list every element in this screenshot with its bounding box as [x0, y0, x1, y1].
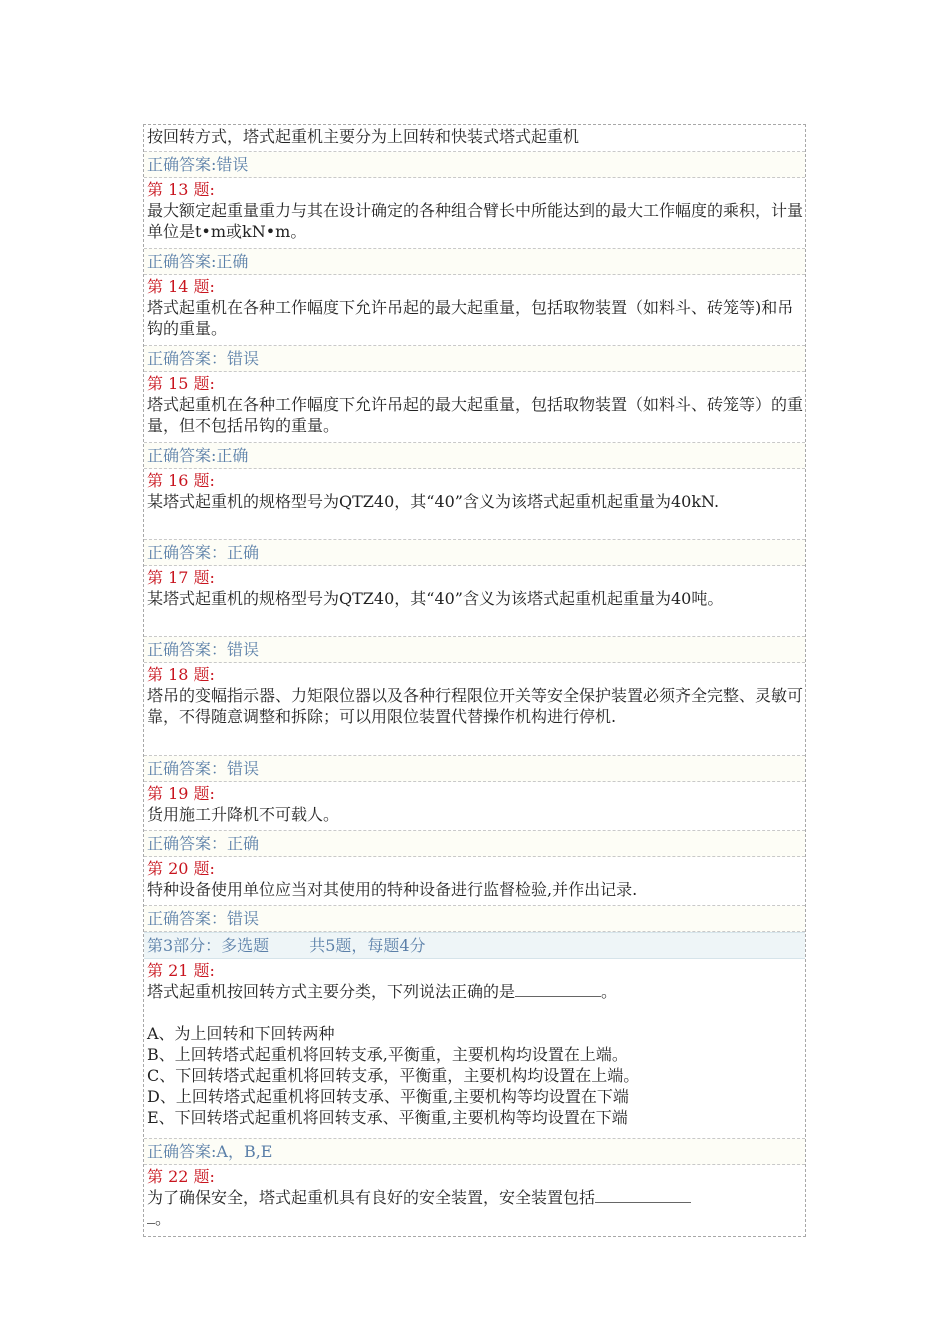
question-text: 某塔式起重机的规格型号为QTZ40，其“40”含义为该塔式起重机起重量为40吨。	[147, 589, 724, 608]
question-text-main: 为了确保安全，塔式起重机具有良好的安全装置，安全装置包括	[147, 1188, 596, 1207]
question-text: 特种设备使用单位应当对其使用的特种设备进行监督检验,并作出记录.	[147, 880, 638, 899]
question-title: 第 15 题:	[147, 374, 215, 393]
question-title: 第 22 题:	[147, 1167, 215, 1186]
question-title: 第 17 题:	[147, 568, 215, 587]
section-meta: 共5题，每题4分	[309, 936, 426, 955]
section-header	[144, 932, 805, 959]
question-text: 货用施工升降机不可载人。	[147, 805, 340, 824]
question-text: 塔吊的变幅指示器、力矩限位器以及各种行程限位开关等安全保护装置必须齐全完整、灵敏可靠，不得随意调整和拆除；可以用限位装置代替操作机构进行停机.	[147, 686, 804, 726]
question-text: 塔式起重机在各种工作幅度下允许吊起的最大起重量，包括取物装置（如料斗、砖笼等)和吊钩的重量。	[147, 298, 794, 338]
question-18	[144, 663, 805, 756]
answer-row: 正确答案：正确	[144, 831, 805, 857]
answer-row: 正确答案：错误	[144, 346, 805, 372]
question-title: 第 13 题:	[147, 180, 215, 199]
answer-row: 正确答案：正确	[144, 540, 805, 566]
answer-row: 正确答案:正确	[144, 443, 805, 469]
option-b: B、上回转塔式起重机将回转支承,平衡重，主要机构均设置在上端。	[147, 1045, 628, 1064]
question-15	[144, 372, 805, 443]
answer-row: 正确答案：错误	[144, 756, 805, 782]
question-20	[144, 857, 805, 906]
question-19	[144, 782, 805, 831]
question-title: 第 16 题:	[147, 471, 215, 490]
answer-blank	[595, 1187, 691, 1203]
question-text	[147, 981, 805, 1002]
question-text-end: 。	[601, 982, 618, 1001]
question-title: 第 19 题:	[147, 784, 215, 803]
question-16	[144, 469, 805, 540]
question-22	[144, 1165, 805, 1237]
intro-question	[144, 125, 805, 152]
question-title: 第 20 题:	[147, 859, 215, 878]
answer-row: 正确答案:正确	[144, 249, 805, 275]
question-13	[144, 178, 805, 249]
question-title: 第 21 题:	[147, 961, 215, 980]
answer-row: 正确答案:错误	[144, 152, 805, 178]
answer-row: 正确答案：错误	[144, 637, 805, 663]
option-e: E、下回转塔式起重机将回转支承、平衡重,主要机构等均设置在下端	[147, 1108, 628, 1127]
question-14	[144, 275, 805, 346]
options-list	[147, 1023, 805, 1128]
question-text-main: 塔式起重机按回转方式主要分类，下列说法正确的是	[147, 982, 516, 1001]
question-21	[144, 959, 805, 1139]
question-title: 第 14 题:	[147, 277, 215, 296]
question-text: 最大额定起重量重力与其在设计确定的各种组合臂长中所能达到的最大工作幅度的乘积，计量单位是t•m或kN•m。	[147, 201, 804, 241]
question-sheet	[143, 124, 806, 1237]
question-text: 按回转方式，塔式起重机主要分为上回转和快装式塔式起重机	[147, 127, 580, 146]
question-17	[144, 566, 805, 637]
section-label: 第3部分：多选题	[147, 936, 270, 955]
answer-row: 正确答案：错误	[144, 906, 805, 932]
answer-blank	[515, 981, 601, 997]
answer-row: 正确答案:A，B,E	[144, 1139, 805, 1165]
question-text: 某塔式起重机的规格型号为QTZ40，其“40”含义为该塔式起重机起重量为40kN.	[147, 492, 720, 511]
option-d: D、上回转塔式起重机将回转支承、平衡重,主要机构等均设置在下端	[147, 1087, 629, 1106]
question-text	[147, 1187, 805, 1229]
option-c: C、下回转塔式起重机将回转支承，平衡重，主要机构均设置在上端。	[147, 1066, 640, 1085]
question-title: 第 18 题:	[147, 665, 215, 684]
question-text: 塔式起重机在各种工作幅度下允许吊起的最大起重量，包括取物装置（如料斗、砖笼等）的重量，但不包括吊钩的重量。	[147, 395, 804, 435]
question-text-end: 。	[155, 1209, 172, 1228]
option-a: A、为上回转和下回转两种	[147, 1024, 335, 1043]
answer-blank-cont	[147, 1208, 155, 1224]
